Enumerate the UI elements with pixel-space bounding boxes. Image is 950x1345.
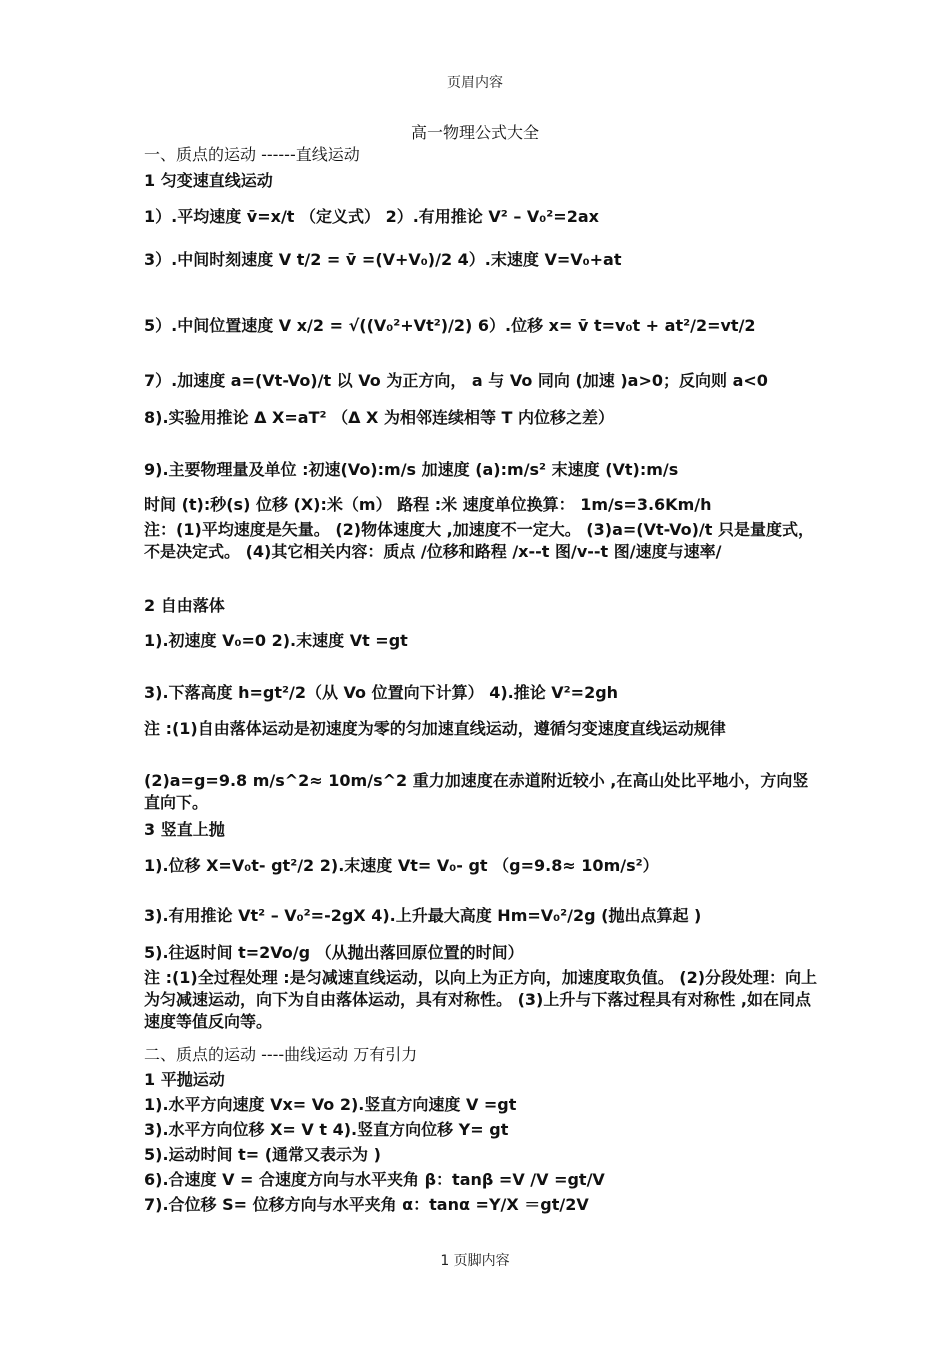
formula-line-13: 1).水平方向速度 Vx= Vo 2).竖直方向速度 V =gt <box>144 1095 517 1114</box>
formula-line-16: 6).合速度 V = 合速度方向与水平夹角 β：tanβ =V /V =gt/V <box>144 1170 605 1189</box>
formula-line-7: 时间 (t):秒(s) 位移 (X):米（m） 路程 :米 速度单位换算： 1m/s=3.6Km/h <box>144 495 712 514</box>
formula-line-17: 7).合位移 S= 位移方向与水平夹角 α：tanα =Y/X ＝gt/2V <box>144 1195 589 1214</box>
formula-line-15: 5).运动时间 t= (通常又表示为 ) <box>144 1145 381 1164</box>
formula-line-12: 5).往返时间 t=2Vo/g （从抛出落回原位置的时间） <box>144 943 524 962</box>
note-block-2: 注 :(1)自由落体运动是初速度为零的匀加速直线运动，遵循匀变速度直线运动规律 <box>144 719 726 738</box>
page-title: 高一物理公式大全 <box>410 123 539 142</box>
note-block-4: 注 :(1)全过程处理 :是匀减速直线运动，以向上为正方向，加速度取负值。 (2)分段处理：向上为匀减速运动，向下为自由落体运动，具有对称性。 (3)上升与下落过程具有对称性 ,如在同点速度等值反向等。 <box>144 968 818 1031</box>
formula-line-2: 3）.中间时刻速度 V t/2 = v̄ =(V+V₀)/2 4）.末速度 V=V₀+at <box>144 250 622 269</box>
formula-line-3: 5）.中间位置速度 V x/2 = √((V₀²+Vt²)/2) 6）.位移 x= v̄ t=v₀t + at²/2=vt/2 <box>144 316 756 335</box>
note-block-1: 注：(1)平均速度是矢量。 (2)物体速度大 ,加速度不一定大。 (3)a=(Vt-Vo)/t 只是量度式，不是决定式。 (4)其它相关内容：质点 /位移和路程 /x--t 图/v--t 图/速度与速率/ <box>144 520 814 561</box>
formula-line-1: 1）.平均速度 v̄=x/t （定义式） 2）.有用推论 V² – V₀²=2ax <box>144 207 599 226</box>
note-block-3: (2)a=g=9.8 m/s^2≈ 10m/s^2 重力加速度在赤道附近较小 ,在高山处比平地小，方向竖直向下。 <box>144 771 809 812</box>
subsection-heading-2: 2 自由落体 <box>144 596 225 615</box>
page-header: 页眉内容 <box>447 75 503 91</box>
formula-line-8: 1).初速度 V₀=0 2).末速度 Vt =gt <box>144 631 408 650</box>
formula-line-10: 1).位移 X=V₀t- gt²/2 2).末速度 Vt= V₀- gt （g=9.8≈ 10m/s²） <box>144 856 659 875</box>
section-heading-1: 一、质点的运动 ------直线运动 <box>144 145 360 164</box>
formula-line-6: 9).主要物理量及单位 :初速(Vo):m/s 加速度 (a):m/s² 末速度 (Vt):m/s <box>144 460 679 479</box>
subsection-heading-4: 1 平抛运动 <box>144 1070 225 1089</box>
formula-line-9: 3).下落高度 h=gt²/2（从 Vo 位置向下计算） 4).推论 V²=2gh <box>144 683 619 702</box>
formula-line-5: 8).实验用推论 Δ X=aT² （Δ X 为相邻连续相等 T 内位移之差） <box>144 408 614 427</box>
formula-line-11: 3).有用推论 Vt² – V₀²=-2gX 4).上升最大高度 Hm=V₀²/2g (抛出点算起 ) <box>144 906 702 925</box>
section-heading-2: 二、质点的运动 ----曲线运动 万有引力 <box>144 1045 418 1064</box>
page-footer: 1 页脚内容 <box>440 1253 510 1269</box>
subsection-heading-3: 3 竖直上抛 <box>144 820 225 839</box>
formula-line-14: 3).水平方向位移 X= V t 4).竖直方向位移 Y= gt <box>144 1120 509 1139</box>
subsection-heading-1: 1 匀变速直线运动 <box>144 171 273 190</box>
formula-line-4: 7）.加速度 a=(Vt-Vo)/t 以 Vo 为正方向， a 与 Vo 同向 (加速 )a>0；反向则 a<0 <box>144 371 768 390</box>
